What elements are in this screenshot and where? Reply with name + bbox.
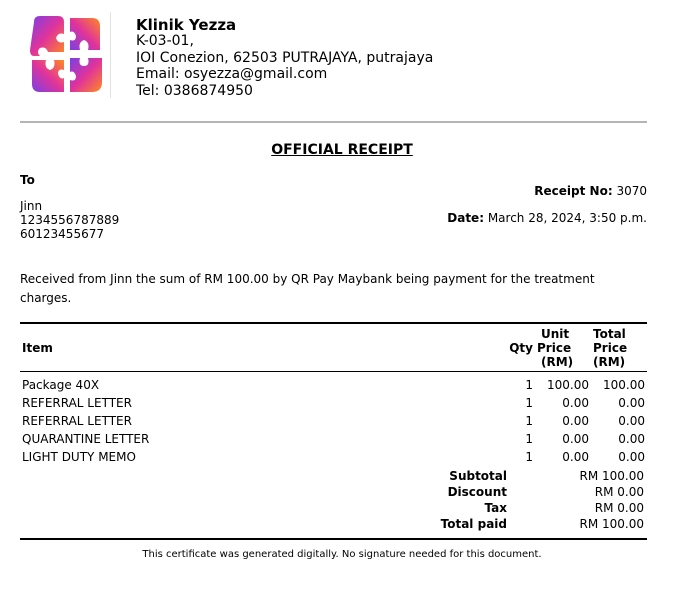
- footer-divider: [20, 538, 647, 540]
- receipt-number-value: 3070: [616, 184, 647, 198]
- payment-statement: Received from Jinn the sum of RM 100.00 by QR Pay Maybank being payment for the treatment charges.: [20, 272, 595, 305]
- subtotal-row: [380, 469, 646, 485]
- row-qty: 1: [525, 414, 533, 428]
- receipt-date-value: March 28, 2024, 3:50 p.m.: [487, 211, 647, 225]
- row-item: QUARANTINE LETTER: [22, 432, 150, 446]
- row-total-price: 100.00: [603, 378, 645, 392]
- clinic-logo: [18, 12, 111, 98]
- header-total-price-l3: (RM): [593, 355, 626, 369]
- receipt-title: [0, 139, 684, 158]
- row-item: REFERRAL LETTER: [22, 414, 132, 428]
- clinic-email: Email: osyezza@gmail.com: [136, 66, 328, 83]
- header-unit-price: [535, 323, 591, 372]
- tax-label: Tax: [484, 501, 507, 515]
- clinic-address-line2: IOI Conezion, 62503 PUTRAJAYA, putrajaya: [136, 49, 434, 66]
- row-qty: 1: [525, 450, 533, 464]
- row-qty: 1: [525, 378, 533, 392]
- row-unit-price: 100.00: [547, 378, 589, 392]
- total-paid-row: [380, 517, 646, 533]
- customer-id: 1234556787889: [20, 213, 120, 227]
- table-row: [20, 376, 647, 394]
- subtotal-value: RM 100.00: [579, 469, 644, 483]
- customer-info: [20, 199, 119, 241]
- header-total-price-l2: Price: [593, 341, 628, 355]
- total-paid-label: Total paid: [440, 517, 507, 531]
- row-qty: 1: [525, 432, 533, 446]
- table-row: [20, 448, 647, 466]
- customer-name: Jinn: [20, 199, 43, 213]
- row-total-price: 0.00: [618, 396, 645, 410]
- receipt-date-label: Date:: [447, 211, 484, 225]
- receipt-title-text: OFFICIAL RECEIPT: [271, 142, 413, 158]
- header-unit-price-l3: (RM): [541, 355, 574, 369]
- discount-row: [380, 485, 646, 501]
- row-unit-price: 0.00: [562, 450, 589, 464]
- table-row: [20, 412, 647, 430]
- subtotal-label: Subtotal: [449, 469, 507, 483]
- footer-note: This certificate was generated digitally. No signature needed for this document.: [142, 549, 542, 560]
- header-total-price: [591, 323, 647, 372]
- row-total-price: 0.00: [618, 450, 645, 464]
- row-item: REFERRAL LETTER: [22, 396, 132, 410]
- clinic-name: Klinik Yezza: [136, 16, 237, 34]
- row-item: Package 40X: [22, 378, 100, 392]
- row-total-price: 0.00: [618, 432, 645, 446]
- row-unit-price: 0.00: [562, 396, 589, 410]
- receipt-number-label: Receipt No:: [534, 184, 613, 198]
- puzzle-logo-icon: [18, 12, 110, 98]
- table-row: [20, 430, 647, 448]
- discount-value: RM 0.00: [594, 485, 644, 499]
- receipt-date: [447, 211, 647, 225]
- to-label: To: [20, 173, 35, 187]
- total-paid-value: RM 100.00: [579, 517, 644, 531]
- header-unit-price-l2: Price: [537, 341, 572, 355]
- header-total-price-l1: Total: [593, 327, 626, 341]
- tax-value: RM 0.00: [594, 501, 644, 515]
- customer-phone: 60123455677: [20, 227, 104, 241]
- receipt-number: [534, 184, 647, 198]
- tax-row: [380, 501, 646, 517]
- header-unit-price-l1: Unit: [541, 327, 570, 341]
- row-item: LIGHT DUTY MEMO: [22, 450, 136, 464]
- clinic-address-line1: K-03-01,: [136, 33, 194, 50]
- row-qty: 1: [525, 396, 533, 410]
- header-qty: Qty: [505, 323, 535, 372]
- clinic-info: [136, 17, 433, 99]
- row-unit-price: 0.00: [562, 432, 589, 446]
- table-row: [20, 394, 647, 412]
- clinic-tel: Tel: 0386874950: [136, 82, 253, 99]
- header-item: Item: [20, 323, 505, 372]
- row-total-price: 0.00: [618, 414, 645, 428]
- header-divider: [20, 121, 647, 123]
- table-header-row: [20, 323, 647, 372]
- discount-label: Discount: [447, 485, 507, 499]
- row-unit-price: 0.00: [562, 414, 589, 428]
- items-table: [20, 322, 647, 466]
